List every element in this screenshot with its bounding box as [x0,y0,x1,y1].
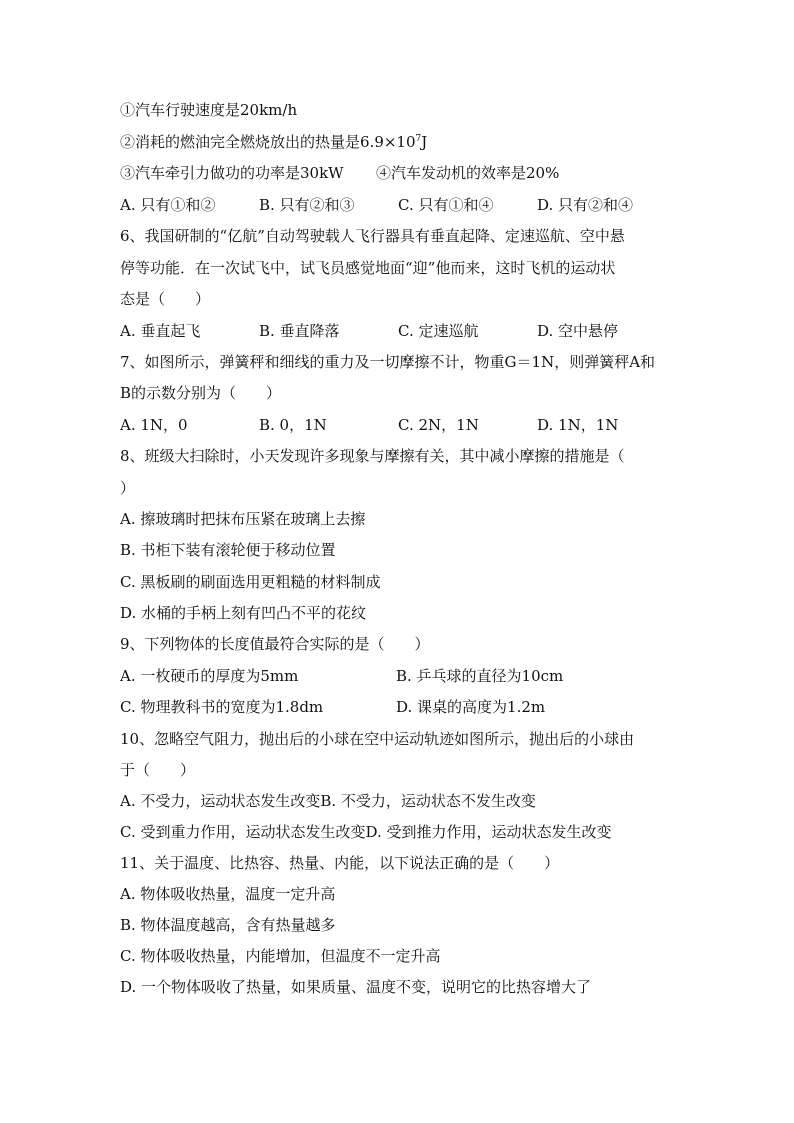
q7-option-c: C. 2N，1N [398,416,479,434]
statement-1: ①汽车行驶速度是20km/h [120,101,298,119]
q5-option-d: D. 只有②和④ [537,196,634,214]
q6-stem-line-3: 态是（ ） [120,290,211,308]
q9-option-c: C. 物理教科书的宽度为1.8dm [120,698,324,716]
q8-stem-line-1: 8、班级大扫除时，小天发现许多现象与摩擦有关，其中减小摩擦的措施是（ [120,447,625,465]
q9-options-row-1 [120,666,563,686]
q11-stem: 11、关于温度、比热容、热量、内能，以下说法正确的是（ ） [120,854,560,872]
q7-option-a: A. 1N，0 [120,416,188,434]
q7-option-d: D. 1N，1N [537,416,619,434]
q9-stem: 9、下列物体的长度值最符合实际的是（ ） [120,635,430,653]
q8-option-b: B. 书柜下装有滚轮便于移动位置 [120,541,336,559]
q10-stem-line-1: 10、忽略空气阻力，抛出后的小球在空中运动轨迹如图所示，抛出后的小球由 [120,730,635,748]
q9-option-d: D. 课桌的高度为1.2m [396,698,546,716]
q7-stem-line-2: B的示数分别为（ ） [120,384,282,402]
statement-3: ③汽车牵引力做功的功率是30kW [120,164,344,182]
q11-option-a: A. 物体吸收热量，温度一定升高 [120,885,336,903]
q5-option-a: A. 只有①和② [120,196,216,214]
q8-option-a: A. 擦玻璃时把抹布压紧在玻璃上去擦 [120,510,366,528]
statement-3-4-line [120,163,559,183]
q5-options [120,195,633,215]
q11-option-c: C. 物体吸收热量，内能增加，但温度不一定升高 [120,947,441,965]
statement-2 [120,132,427,152]
q5-option-c: C. 只有①和④ [398,196,494,214]
q10-options-ab: A. 不受力，运动状态发生改变B. 不受力，运动状态不发生改变 [120,792,536,810]
q8-stem-line-2: ） [120,479,136,497]
q11-option-b: B. 物体温度越高，含有热量越多 [120,916,336,934]
q10-stem-line-2: 于（ ） [120,761,196,779]
q8-option-d: D. 水桶的手柄上刻有凹凸不平的花纹 [120,604,367,622]
q7-option-b: B. 0，1N [259,416,327,434]
q6-option-d: D. 空中悬停 [537,322,619,340]
statement-2-text: ②消耗的燃油完全燃烧放出的热量是6.9×10 [120,133,416,151]
q6-option-c: C. 定速巡航 [398,322,479,340]
q9-options-row-2 [120,697,545,717]
q9-option-b: B. 乒乓球的直径为10cm [396,667,564,685]
q6-option-a: A. 垂直起飞 [120,322,201,340]
q10-options-cd: C. 受到重力作用，运动状态发生改变D. 受到推力作用，运动状态发生改变 [120,823,612,841]
q6-option-b: B. 垂直降落 [259,322,340,340]
q8-option-c: C. 黑板刷的刷面选用更粗糙的材料制成 [120,573,381,591]
q9-option-a: A. 一枚硬币的厚度为5mm [120,667,299,685]
q5-option-b: B. 只有②和③ [259,196,355,214]
q7-options [120,415,618,435]
q6-options [120,321,618,341]
statement-2-unit: J [421,133,428,151]
q11-option-d: D. 一个物体吸收了热量，如果质量、温度不变，说明它的比热容增大了 [120,978,592,996]
q6-stem-line-2: 停等功能．在一次试飞中，试飞员感觉地面“迎”他而来，这时飞机的运动状 [120,259,616,277]
statement-4: ④汽车发动机的效率是20% [376,164,560,182]
q6-stem-line-1: 6、我国研制的“亿航”自动驾驶载人飞行器具有垂直起降、定速巡航、空中悬 [120,227,625,245]
q7-stem-line-1: 7、如图所示，弹簧秤和细线的重力及一切摩擦不计，物重G＝1N，则弹簧秤A和 [120,353,656,371]
statement-2-exponent: 7 [415,134,422,144]
